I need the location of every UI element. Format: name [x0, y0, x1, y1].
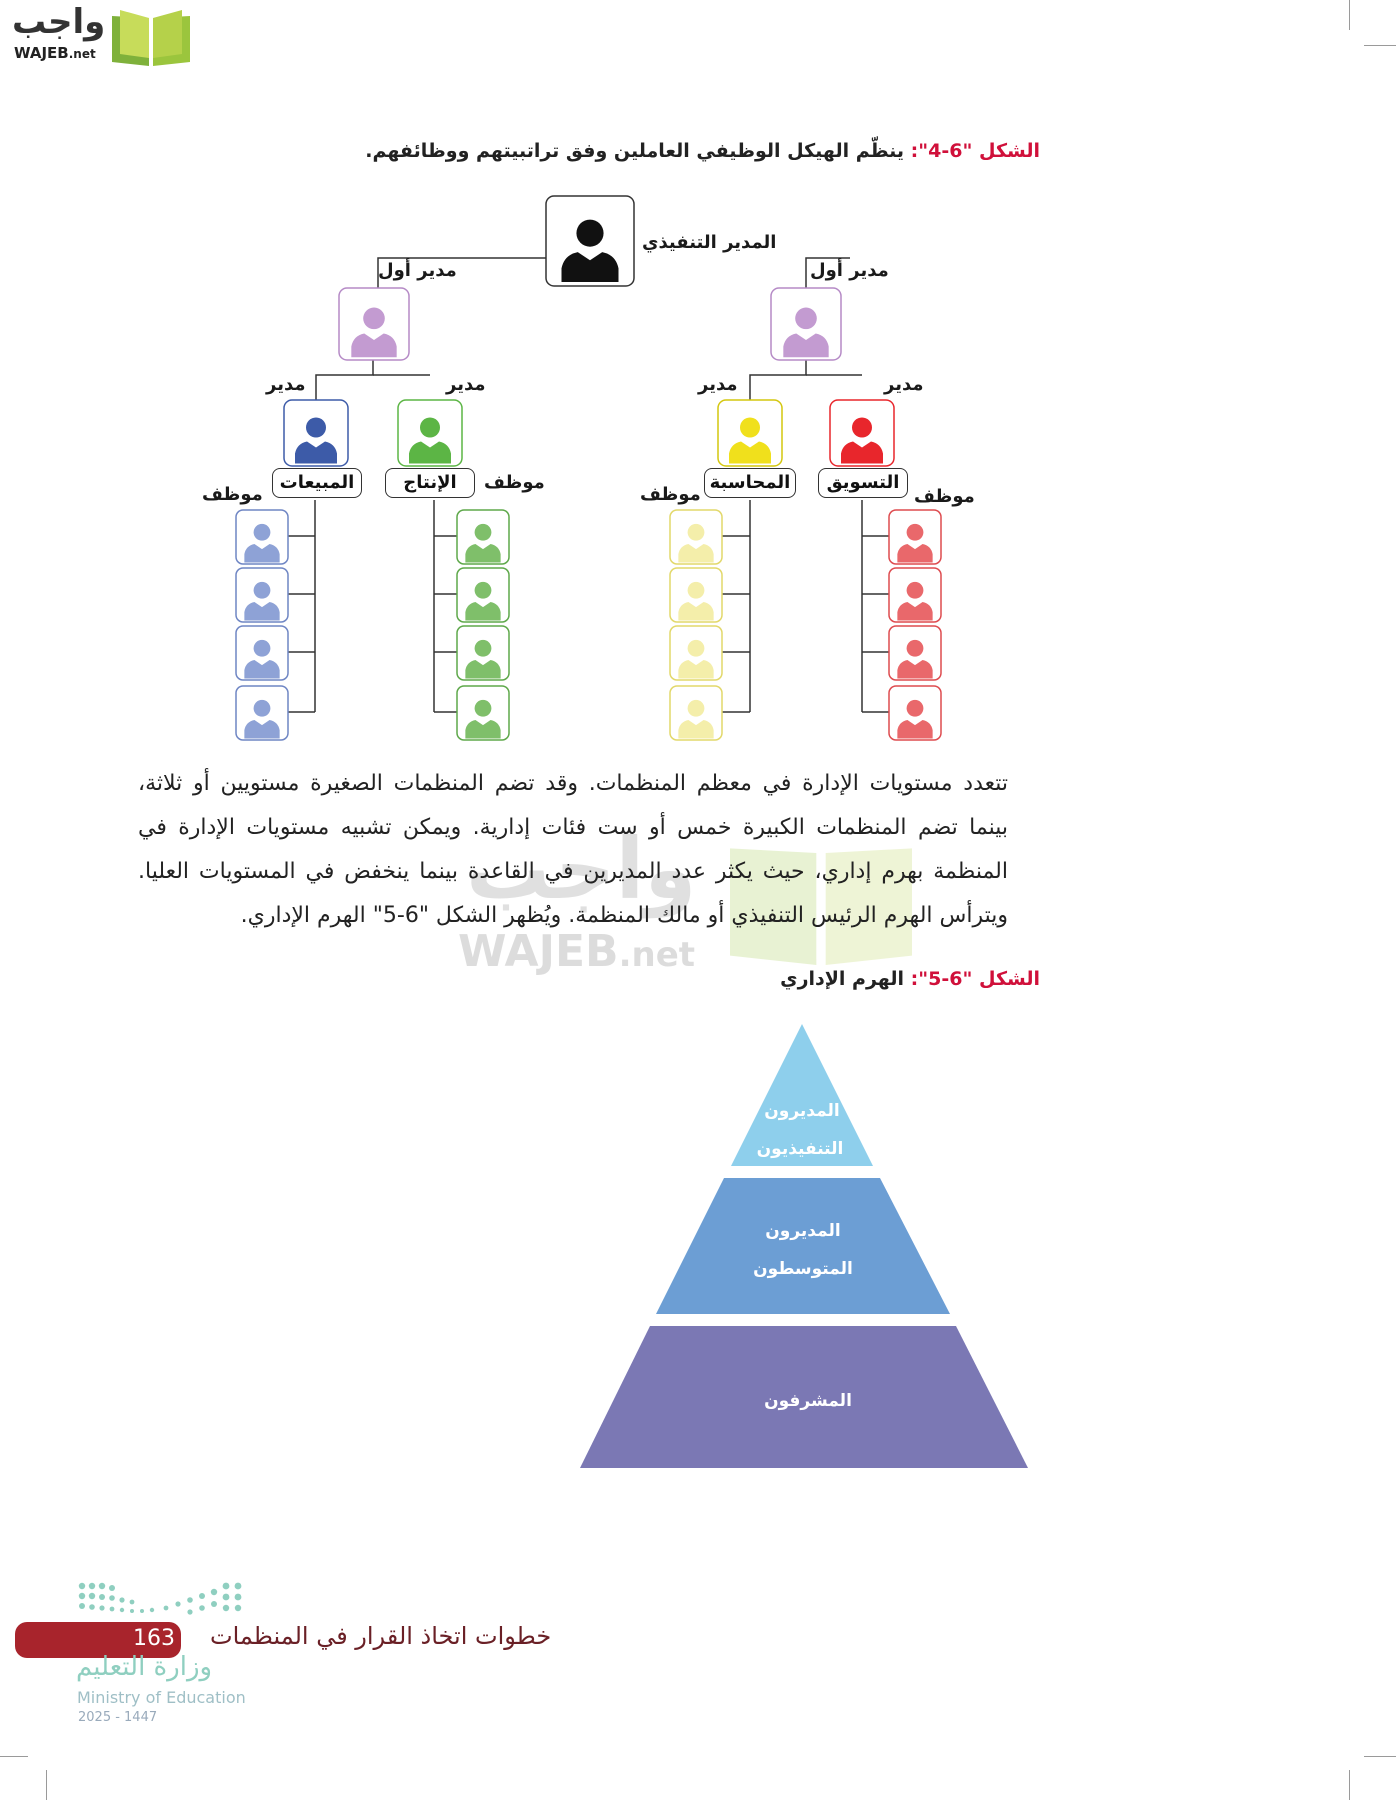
pyramid-label: المديرون — [764, 1101, 840, 1121]
ceo-avatar — [546, 196, 634, 286]
ministry-dots-icon — [76, 1580, 248, 1626]
logo-arabic-name: واجب — [12, 2, 106, 42]
manager-avatar-marketing — [830, 400, 894, 466]
org-chart — [0, 180, 1396, 760]
figure-caption-6-4: الشكل "6-4": ينظّم الهيكل الوظيفي العاملين وفق تراتبيتهم ووظائفهم. — [365, 140, 1040, 162]
staff-column-marketing — [889, 510, 941, 740]
crop-mark — [1349, 1770, 1350, 1800]
wajeb-logo[interactable] — [8, 4, 190, 68]
crop-mark — [46, 1770, 47, 1800]
staff-column-accounting — [670, 510, 722, 740]
manager-avatar-production — [398, 400, 462, 466]
first-manager-avatar — [771, 288, 841, 360]
book-icon — [106, 4, 196, 68]
first-manager-avatar — [339, 288, 409, 360]
pyramid-label: المشرفون — [764, 1391, 852, 1411]
staff-column-sales — [236, 510, 288, 740]
department-label-sales: المبيعات — [272, 468, 362, 498]
manager-label-marketing: مدير — [884, 374, 924, 395]
logo-latin-name: WAJEB.net — [14, 44, 96, 62]
figure-caption-6-5: الشكل "6-5": الهرم الإداري — [780, 968, 1040, 990]
chapter-title: خطوات اتخاذ القرار في المنظمات — [210, 1622, 552, 1650]
manager-avatar-accounting — [718, 400, 782, 466]
employee-label-production: موظف — [484, 472, 545, 493]
department-label-production: الإنتاج — [385, 468, 475, 498]
crop-mark — [0, 1756, 28, 1757]
department-label-accounting: المحاسبة — [704, 468, 796, 498]
crop-mark — [1364, 45, 1396, 46]
pyramid-label: المتوسطون — [753, 1259, 853, 1279]
watermark-arabic: واجب — [466, 820, 697, 918]
ministry-name-arabic: وزارة التعليم — [76, 1652, 213, 1682]
department-label-marketing: التسويق — [818, 468, 908, 498]
staff-column-production — [457, 510, 509, 740]
pyramid-label: التنفيذيون — [756, 1139, 844, 1159]
crop-mark — [1349, 0, 1350, 30]
page-number: 163 — [133, 1626, 175, 1651]
academic-year: 2025 - 1447 — [78, 1710, 158, 1725]
ministry-name-english: Ministry of Education — [77, 1688, 246, 1707]
manager-avatar-sales — [284, 400, 348, 466]
employee-label-sales: موظف — [202, 484, 263, 505]
pyramid-label: المديرون — [765, 1221, 841, 1241]
watermark-latin: WAJEB.net — [458, 926, 696, 977]
first-manager-label-left: مدير أول — [378, 260, 457, 281]
first-manager-label-right: مدير أول — [810, 260, 889, 281]
pyramid-level-middle — [656, 1178, 950, 1314]
employee-label-accounting: موظف — [640, 484, 701, 505]
management-pyramid — [570, 1020, 1040, 1480]
manager-label-production: مدير — [446, 374, 486, 395]
ceo-label: المدير التنفيذي — [642, 232, 777, 253]
employee-label-marketing: موظف — [914, 486, 975, 507]
manager-label-accounting: مدير — [698, 374, 738, 395]
crop-mark — [1364, 1756, 1396, 1757]
manager-label-sales: مدير — [266, 374, 306, 395]
body-paragraph: تتعدد مستويات الإدارة في معظم المنظمات. وقد تضم المنظمات الصغيرة مستويين أو ثلاثة، بينما تضم المنظمات الكبيرة خمس أو ست فئات إدارية. ويمكن تشبيه مستويات الإدارة في المنظمة بهرم إداري، حيث يكثر عدد المديرين في القاعدة بينما ينخفض في المستويات العليا. ويترأس الهرم الرئيس التنفيذي أو مالك المنظمة. ويُظهر الشكل "6-5" الهرم الإداري. — [138, 771, 1008, 928]
